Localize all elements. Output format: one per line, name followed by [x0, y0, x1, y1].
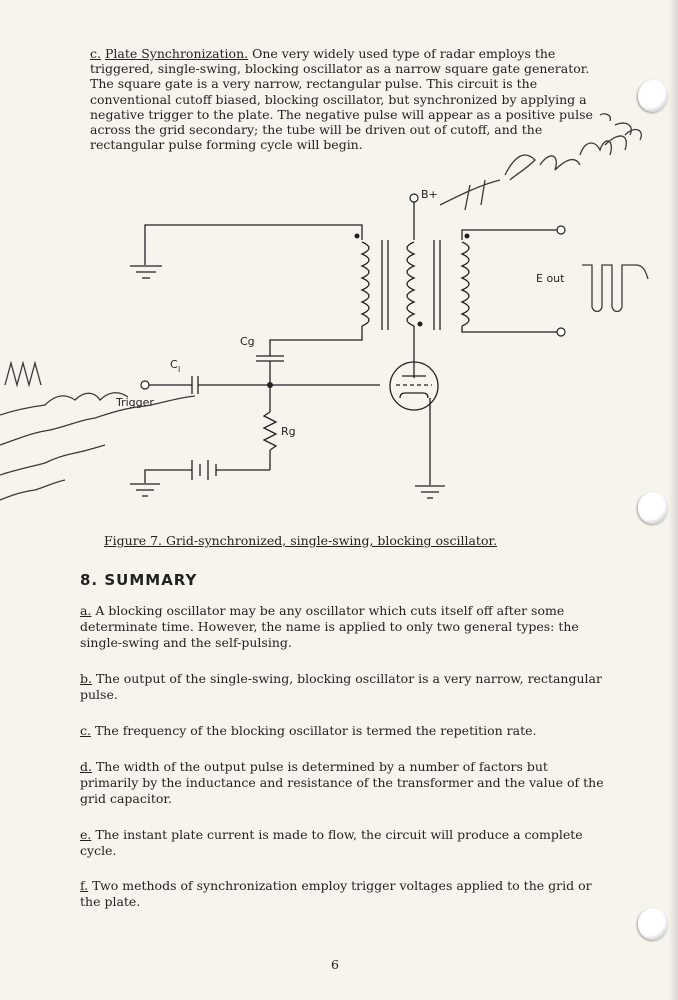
- intro-text: One very widely used type of radar employs the triggered, single-swing, blocking oscillator as a narrow square gate generator. The square gate is a very narrow, rectangular pulse. This circuit is the conventional cutoff biased, blocking oscillator, but synchronized by applying a negative trigger to the plate. The negative pulse will appear as a positive pulse across the grid secondary; the tube will be driven out of cutoff, and the rectangular pulse forming cycle will begin.: [90, 46, 593, 153]
- label-cg: Cg: [240, 335, 255, 348]
- b-plus-terminal: [410, 194, 418, 202]
- summary-item-e: [80, 827, 605, 859]
- summary-item-f: [80, 878, 605, 910]
- bias-wire-left: [145, 470, 192, 483]
- output-winding-polarity-dot: [465, 234, 470, 239]
- summary-item-text: The instant plate current is made to flow, the circuit will produce a complete cycle.: [80, 827, 583, 858]
- summary-item-a: [80, 603, 605, 651]
- intro-label: c.: [90, 46, 101, 61]
- intro-heading: Plate Synchronization.: [104, 46, 249, 61]
- plate-winding-polarity-dot: [418, 322, 423, 327]
- summary-item-label: e.: [80, 827, 92, 842]
- plate-sync-paragraph: [90, 46, 610, 152]
- plate-winding-coil: [407, 242, 414, 326]
- output-terminal-bottom: [557, 328, 565, 336]
- output-bottom-wire: [462, 326, 557, 332]
- label-c1-subscript: l: [178, 365, 181, 374]
- label-c1: C: [170, 358, 178, 371]
- label-rg: Rg: [281, 425, 296, 438]
- summary-item-label: a.: [80, 603, 92, 618]
- grid-winding-polarity-dot: [355, 234, 360, 239]
- grid-top-wire: [145, 225, 362, 265]
- page-number: 6: [331, 957, 339, 972]
- grid-coil-bottom-wire: [270, 326, 362, 352]
- summary-item-text: A blocking oscillator may be any oscillator which cuts itself off after some determinate time. However, the name is applied to only two general types: the single-swing and the self-pulsing.: [80, 603, 579, 650]
- output-terminal-top: [557, 226, 565, 234]
- label-trigger: Trigger: [116, 396, 154, 409]
- ground-symbol-top-left: [130, 266, 162, 278]
- summary-heading: 8. SUMMARY: [80, 571, 198, 589]
- grid-junction-dot: [267, 382, 273, 388]
- summary-item-text: The frequency of the blocking oscillator is termed the repetition rate.: [94, 723, 537, 738]
- circuit-diagram: [0, 180, 678, 520]
- summary-item-c: [80, 723, 605, 739]
- summary-item-label: b.: [80, 671, 92, 686]
- summary-item-label: f.: [80, 878, 89, 893]
- binder-hole-bottom: [638, 908, 668, 940]
- output-winding-coil: [462, 242, 469, 326]
- label-b-plus: B+: [421, 188, 438, 201]
- summary-item-text: The output of the single-swing, blocking oscillator is a very narrow, rectangular pulse.: [80, 671, 602, 702]
- summary-item-label: d.: [80, 759, 92, 774]
- grid-winding-coil: [362, 242, 369, 326]
- binder-hole-top: [638, 80, 668, 112]
- summary-item-d: [80, 759, 605, 807]
- summary-item-label: c.: [80, 723, 91, 738]
- summary-item-b: [80, 671, 605, 703]
- figure-caption: Figure 7. Grid-synchronized, single-swing, blocking oscillator.: [104, 533, 498, 548]
- summary-item-text: Two methods of synchronization employ trigger voltages applied to the grid or the plate.: [80, 878, 592, 909]
- ground-symbol-bias: [130, 484, 160, 496]
- summary-item-text: The width of the output pulse is determined by a number of factors but primarily by the inductance and resistance of the transformer and the value of the grid capacitor.: [80, 759, 604, 806]
- trigger-terminal: [141, 381, 149, 389]
- label-e-out: E out: [536, 272, 565, 285]
- tube-cathode: [400, 393, 428, 398]
- ground-symbol-cathode: [415, 486, 445, 498]
- output-top-wire: [462, 230, 557, 240]
- rg-resistor-zigzag: [264, 412, 276, 450]
